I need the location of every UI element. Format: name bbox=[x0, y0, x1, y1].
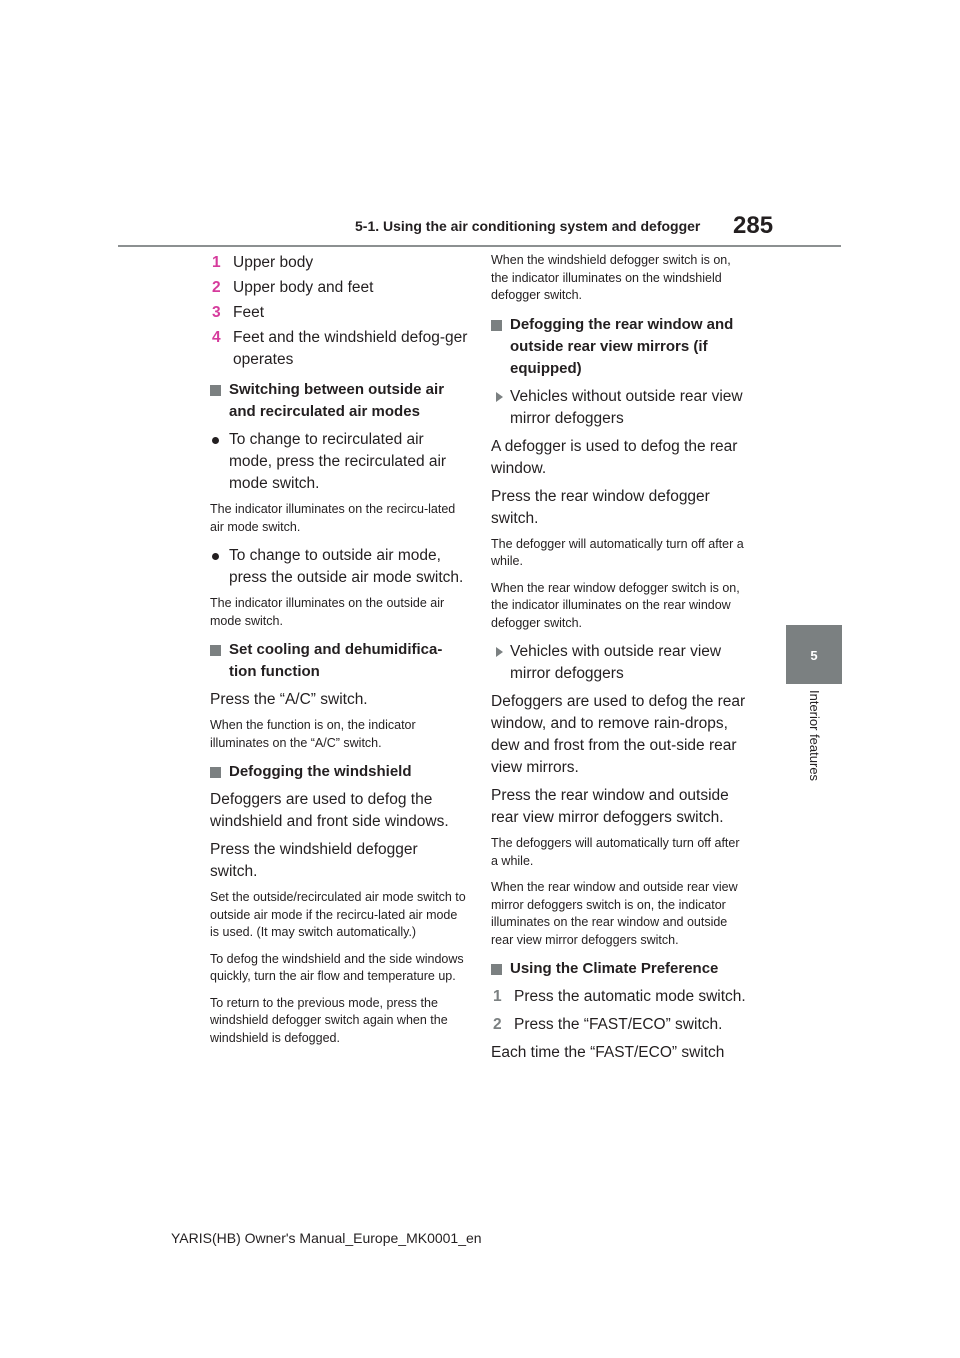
note-text: When the function is on, the indicator illuminates on the “A/C” switch. bbox=[210, 718, 416, 750]
mode-number: 2 bbox=[212, 279, 221, 296]
page-number: 285 bbox=[733, 212, 774, 239]
mode-number: 3 bbox=[212, 304, 221, 321]
heading-climate-preference bbox=[491, 958, 749, 980]
body-text: Defoggers are used to defog the windshield and front side windows. bbox=[210, 791, 449, 830]
left-column bbox=[210, 252, 468, 1056]
chapter-tab[interactable] bbox=[786, 625, 842, 684]
mode-text: Upper body and feet bbox=[233, 279, 374, 296]
mode-item bbox=[210, 277, 468, 299]
step-text: Press the automatic mode switch. bbox=[514, 988, 746, 1005]
heading-rear-defog bbox=[491, 314, 749, 380]
step-text: Press the “FAST/ECO” switch. bbox=[514, 1016, 723, 1033]
body-text: Defoggers are used to defog the rear window, and to remove rain-drops, dew and frost from the out-side rear view mirrors. bbox=[491, 693, 746, 776]
heading-text: Using the Climate Preference bbox=[510, 960, 719, 977]
note-text: To return to the previous mode, press the windshield defogger switch again when the windshield is defogged. bbox=[210, 995, 448, 1045]
note-text: To defog the windshield and the side windows quickly, turn the air flow and temperature up. bbox=[210, 951, 464, 983]
vehicle-variant-item bbox=[491, 386, 749, 430]
note-text: When the rear window and outside rear view mirror defoggers switch is on, the indicator illuminates on the rear window and outside rear view mirror defoggers switch. bbox=[491, 880, 738, 947]
body-text: Press the windshield defogger switch. bbox=[210, 841, 418, 880]
body-text: A defogger is used to defog the rear window. bbox=[491, 437, 738, 477]
chapter-label-text: Interior features bbox=[807, 690, 822, 782]
mode-text: Feet and the windshield defog-ger operates bbox=[233, 329, 468, 368]
bullet-item bbox=[210, 429, 468, 495]
mode-number: 1 bbox=[212, 254, 221, 271]
variant-text: Vehicles without outside rear view mirror defoggers bbox=[510, 387, 743, 427]
vehicle-variant-item bbox=[491, 641, 749, 685]
bullet-item bbox=[210, 545, 468, 589]
mode-text: Feet bbox=[233, 304, 265, 321]
variant-text: Vehicles with outside rear view mirror defoggers bbox=[510, 643, 722, 682]
bullet-icon bbox=[212, 437, 219, 444]
note-text: When the rear window defogger switch is on, the indicator illuminates on the rear window defogger switch. bbox=[491, 580, 740, 630]
step-number: 2 bbox=[493, 1016, 502, 1033]
note-text: The indicator illuminates on the outside air mode switch. bbox=[210, 596, 445, 628]
note-text: The indicator illuminates on the recircu-lated air mode switch. bbox=[210, 502, 456, 534]
bullet-text: To change to recirculated air mode, press the recirculated air mode switch. bbox=[229, 431, 447, 492]
step-item bbox=[491, 1014, 749, 1036]
section-square-icon bbox=[491, 964, 502, 975]
chapter-number: 5 bbox=[810, 648, 818, 663]
note-text: The defogger will automatically turn off after a while. bbox=[491, 536, 744, 568]
note-text: When the windshield defogger switch is on, the indicator illuminates on the windshield defogger switch. bbox=[491, 253, 731, 302]
mode-item bbox=[210, 327, 468, 371]
step-number: 1 bbox=[493, 988, 502, 1005]
mode-item bbox=[210, 252, 468, 274]
step-item bbox=[491, 986, 749, 1008]
header-divider bbox=[118, 245, 841, 247]
body-text: Each time the “FAST/ECO” switch bbox=[491, 1044, 725, 1061]
note-text: The defoggers will automatically turn off after a while. bbox=[491, 836, 740, 868]
section-square-icon bbox=[491, 320, 502, 331]
body-text: Press the rear window defogger switch. bbox=[491, 487, 710, 527]
mode-number: 4 bbox=[212, 329, 221, 346]
bullet-icon bbox=[212, 553, 219, 560]
chapter-side-label bbox=[804, 690, 826, 800]
manual-footer: YARIS(HB) Owner's Manual_Europe_MK0001_en bbox=[171, 1230, 482, 1246]
heading-switching-air bbox=[210, 379, 468, 423]
heading-cooling bbox=[210, 639, 468, 683]
heading-text: Set cooling and dehumidifica-tion function bbox=[229, 641, 443, 680]
mode-item bbox=[210, 302, 468, 324]
arrow-right-icon bbox=[496, 647, 503, 657]
heading-windshield bbox=[210, 761, 468, 783]
mode-text: Upper body bbox=[233, 254, 314, 271]
arrow-right-icon bbox=[496, 392, 503, 402]
heading-text: Defogging the windshield bbox=[229, 763, 412, 780]
body-text: Press the “A/C” switch. bbox=[210, 691, 368, 708]
section-title: 5-1. Using the air conditioning system and defogger bbox=[355, 218, 701, 234]
section-square-icon bbox=[210, 385, 221, 396]
section-square-icon bbox=[210, 645, 221, 656]
body-text: Press the rear window and outside rear view mirror defoggers switch. bbox=[491, 787, 729, 826]
note-text: Set the outside/recirculated air mode switch to outside air mode if the recircu-lated air mode is used. (It may switch automatically.) bbox=[210, 890, 466, 939]
section-square-icon bbox=[210, 767, 221, 778]
bullet-text: To change to outside air mode, press the outside air mode switch. bbox=[229, 547, 464, 586]
heading-text: Switching between outside air and recirculated air modes bbox=[229, 381, 445, 420]
right-column bbox=[491, 252, 749, 1070]
heading-text: Defogging the rear window and outside rear view mirrors (if equipped) bbox=[510, 315, 734, 377]
